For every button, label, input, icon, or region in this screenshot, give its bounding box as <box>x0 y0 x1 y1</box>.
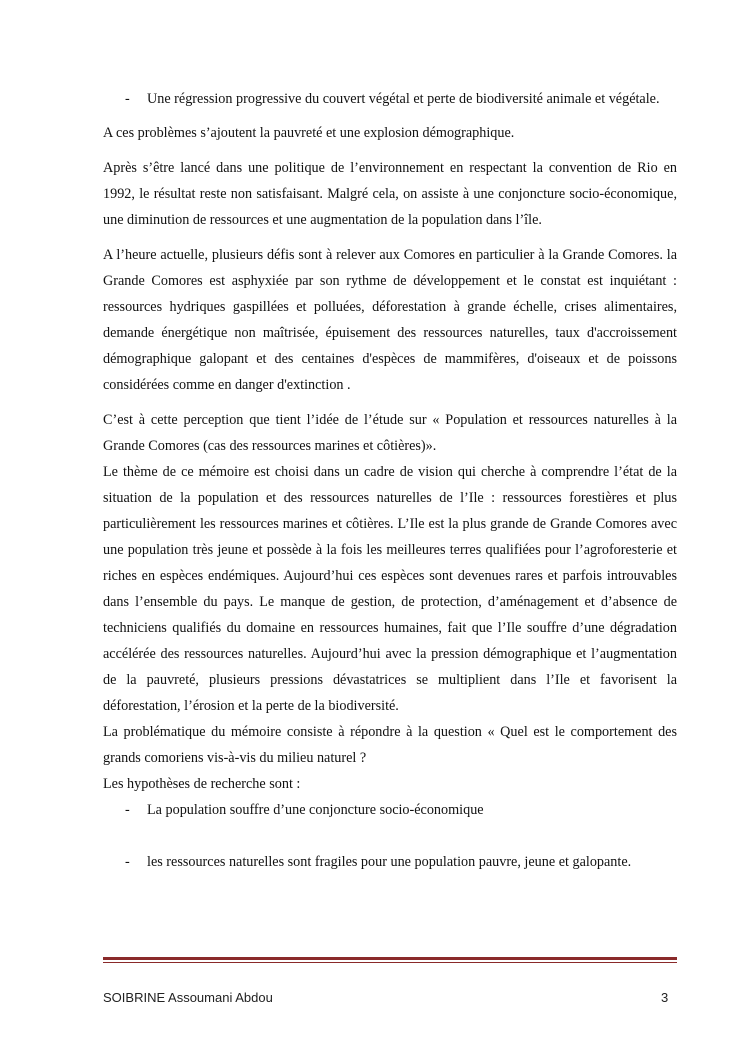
paragraph-7: Les hypothèses de recherche sont : <box>103 776 301 792</box>
hypothesis-item-2 <box>103 849 677 875</box>
footer-rule-thin <box>103 962 677 963</box>
hypothesis-item-1 <box>103 797 677 823</box>
bullet-dash: - <box>125 854 130 870</box>
paragraph-6: La problématique du mémoire consiste à répondre à la question « Quel est le comportement des grands comoriens vis-à-vis du milieu naturel ? <box>103 724 677 766</box>
bullet-dash: - <box>125 802 130 818</box>
footer-rule-thick <box>103 957 677 960</box>
paragraph-2: Après s’être lancé dans une politique de l’environnement en respectant la convention de Rio en 1992, le résultat reste non satisfaisant. Malgré cela, on assiste à une conjoncture socio-économique, une diminution de ressources et une augmentation de la population dans l’île. <box>103 160 677 228</box>
hypothesis-text: les ressources naturelles sont fragiles pour une population pauvre, jeune et galopante. <box>147 854 632 870</box>
hypothesis-text: La population souffre d’une conjoncture socio-économique <box>147 802 484 818</box>
paragraph-5: Le thème de ce mémoire est choisi dans un cadre de vision qui cherche à comprendre l’état de la situation de la population et des ressources naturelles de l’Ile : ressources forestières et plus particulièrement les ressources marines et côtières. L’Ile est la plus grande de Grande Comores avec une population très jeune et possède à la fois les meilleures terres qualifiées pour l’agroforesterie et riches en espèces endémiques. Aujourd’hui ces espèces sont devenues rares et parfois introuvables dans l’ensemble du pays. Le manque de gestion, de protection, d’aménagement et d’absence de techniciens qualifiés du domaine en ressources humaines, fait que l’Ile souffre d’une dégradation accélérée des ressources naturelles. Aujourd’hui avec la pression démographique et l’augmentation de la pauvreté, plusieurs pressions dévastatrices se multiplient dans l’Ile et favorisent la déforestation, l’érosion et la perte de la biodiversité. <box>103 464 677 714</box>
page-body <box>103 86 677 875</box>
footer-author: SOIBRINE Assoumani Abdou <box>103 990 273 1005</box>
bullet-dash: - <box>125 91 130 107</box>
paragraph-4: C’est à cette perception que tient l’idée de l’étude sur « Population et ressources naturelles à la Grande Comores (cas des ressources marines et côtières)». <box>103 412 677 454</box>
paragraph-3: A l’heure actuelle, plusieurs défis sont à relever aux Comores en particulier à la Grande Comores. la Grande Comores est asphyxiée par son rythme de développement et le constat est inquiétant : ressources hydriques gaspillées et polluées, déforestation à grande échelle, crises alimentaires, demande énergétique non maîtrisée, épuisement des ressources naturelles, taux d'accroissement démographique galopant et des centaines d'espèces de mammifères, d'oiseaux et de poissons considérées comme en danger d'extinction . <box>103 247 677 393</box>
page-number: 3 <box>661 990 669 1005</box>
bullet-text: Une régression progressive du couvert végétal et perte de biodiversité animale et végétale. <box>147 91 660 107</box>
paragraph-1: A ces problèmes s’ajoutent la pauvreté et une explosion démographique. <box>103 125 515 141</box>
bullet-item <box>103 86 677 112</box>
